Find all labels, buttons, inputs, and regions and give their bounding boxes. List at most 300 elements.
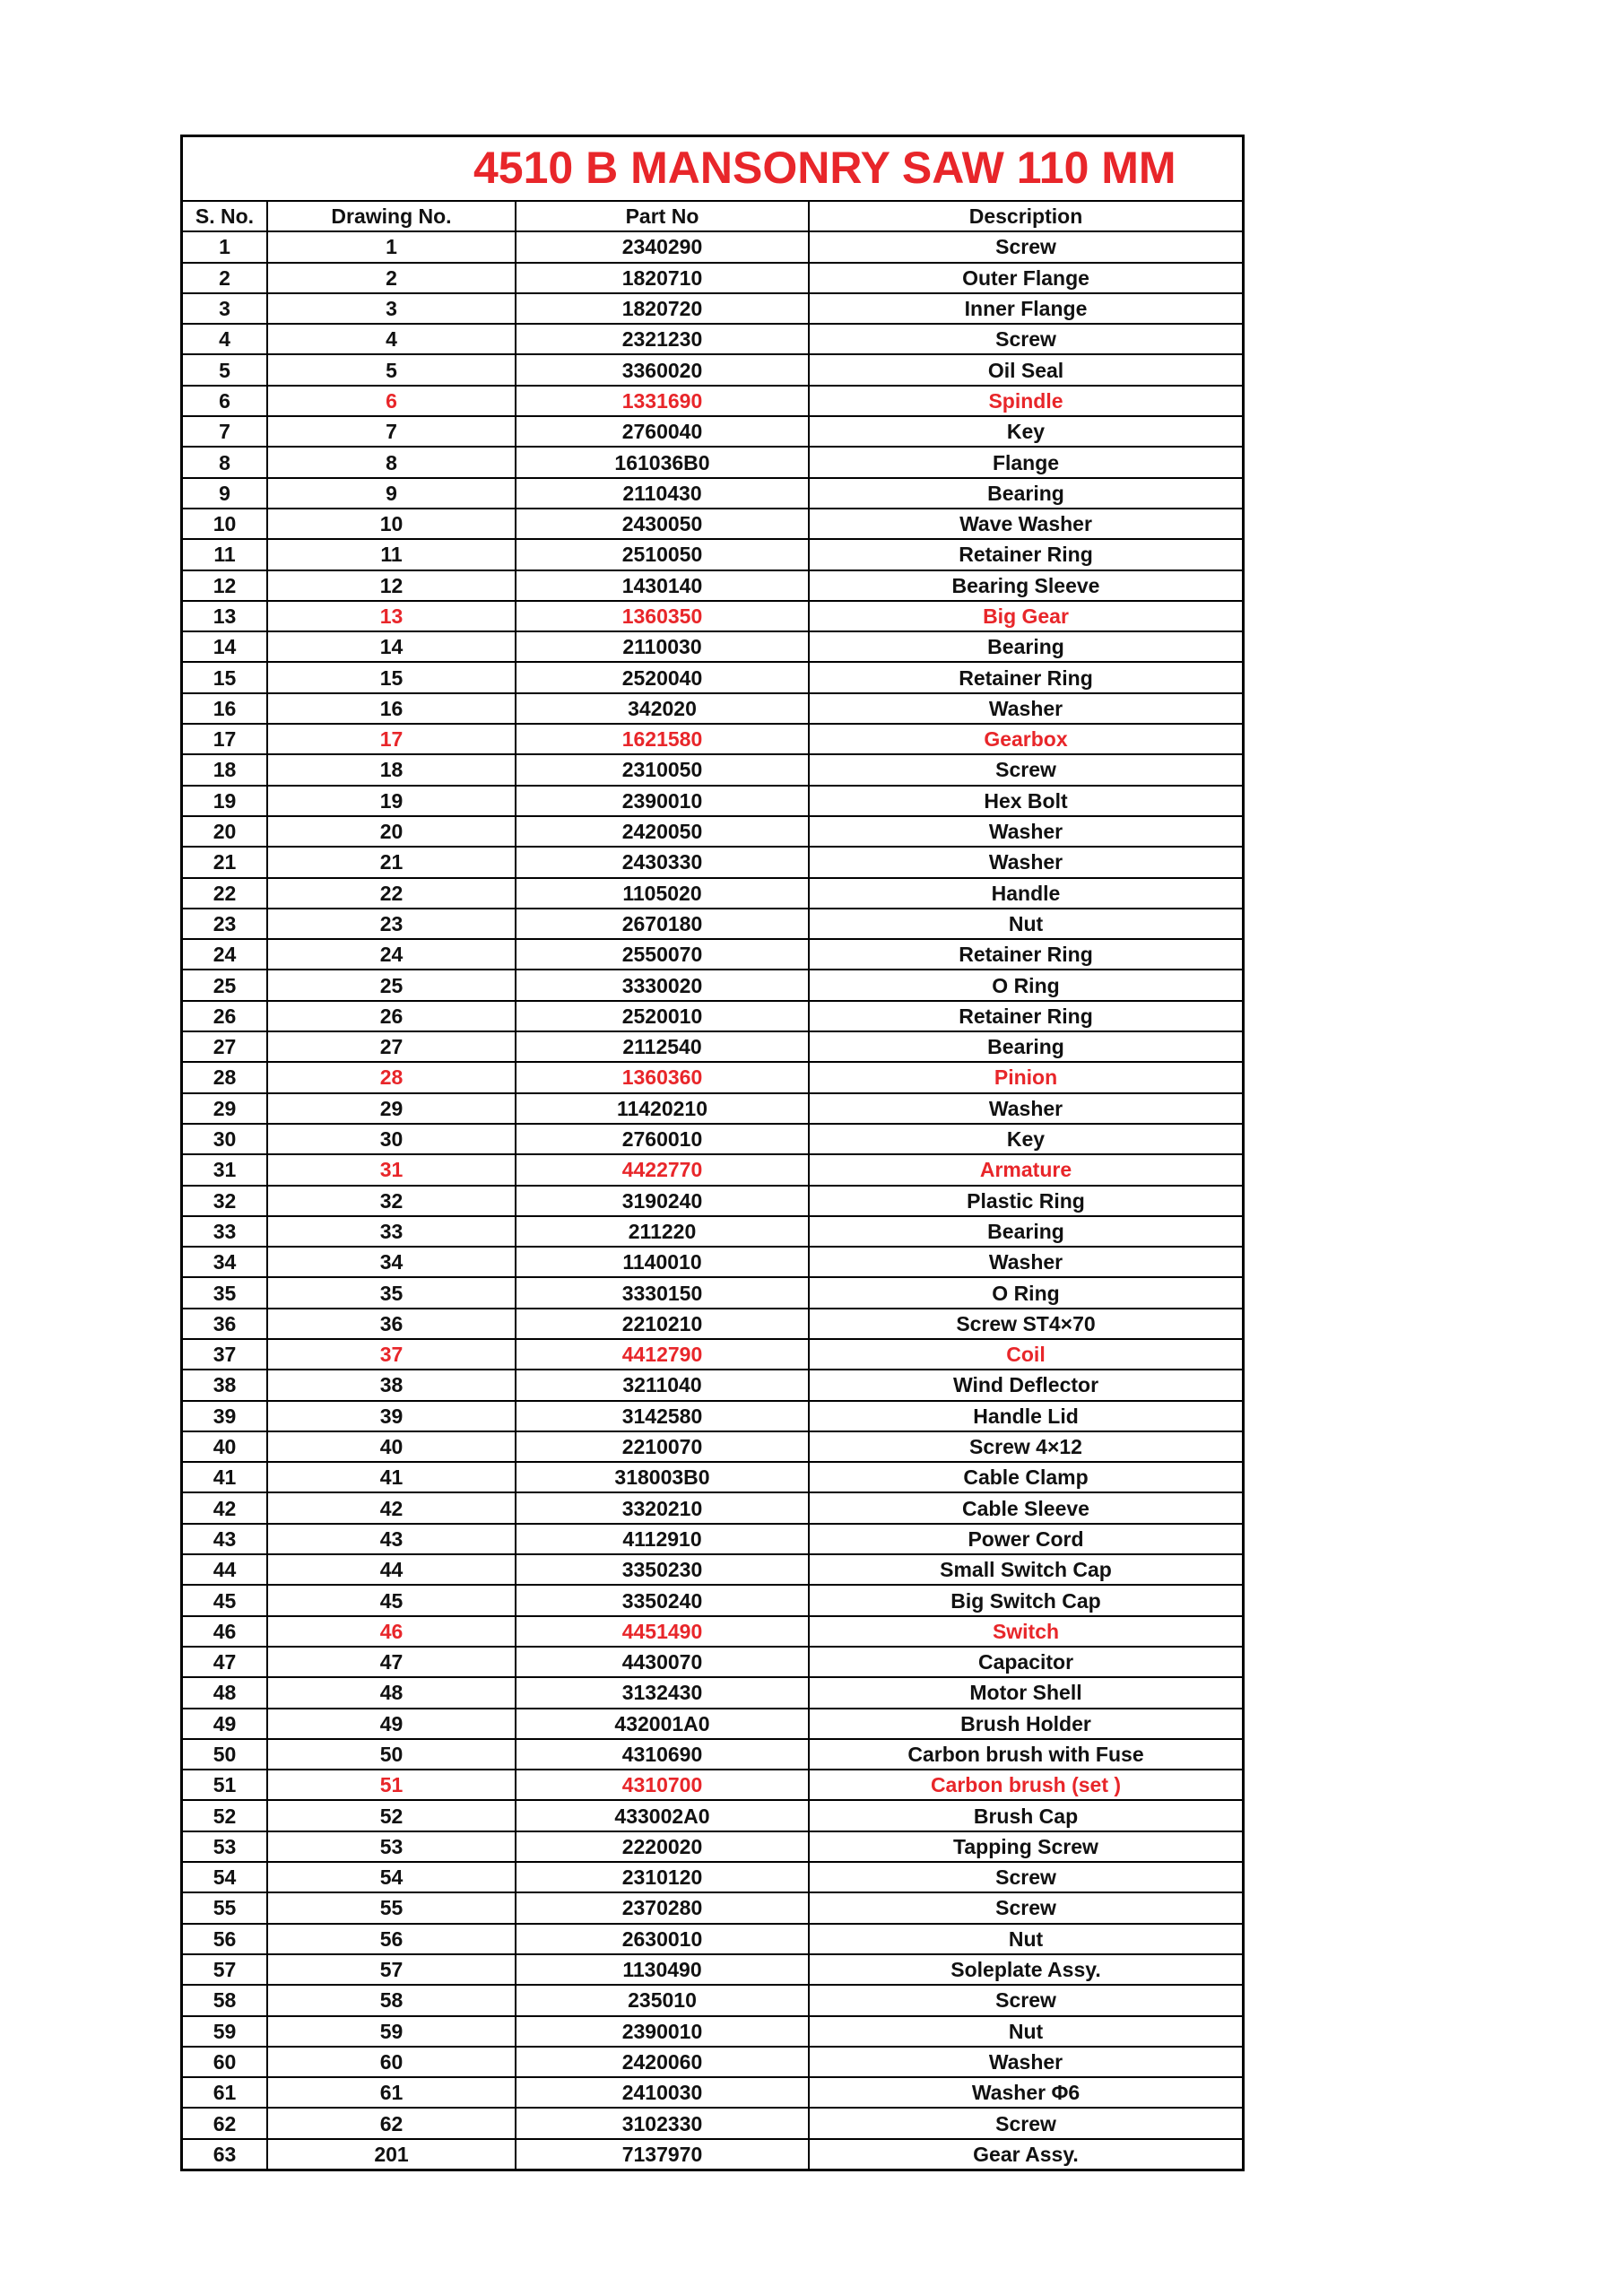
cell-description: Big Gear: [809, 601, 1242, 631]
table-row: [183, 539, 1242, 570]
table-row: [183, 1001, 1242, 1031]
cell-part-no: 1105020: [516, 878, 809, 909]
cell-sno: 48: [183, 1677, 267, 1708]
cell-part-no: 1331690: [516, 386, 809, 416]
table-row: [183, 1892, 1242, 1923]
cell-part-no: 2210070: [516, 1431, 809, 1462]
cell-part-no: 2670180: [516, 909, 809, 939]
table-row: [183, 1401, 1242, 1431]
cell-description: Screw ST4×70: [809, 1309, 1242, 1339]
table-row: [183, 1554, 1242, 1585]
cell-description: Outer Flange: [809, 263, 1242, 293]
cell-description: Gearbox: [809, 724, 1242, 754]
cell-sno: 9: [183, 478, 267, 509]
cell-description: Bearing: [809, 1216, 1242, 1247]
cell-drawing-no: 11: [267, 539, 516, 570]
cell-part-no: 318003B0: [516, 1462, 809, 1492]
cell-description: Hex Bolt: [809, 786, 1242, 816]
cell-part-no: 1140010: [516, 1247, 809, 1277]
cell-part-no: 4310690: [516, 1739, 809, 1770]
cell-part-no: 2420050: [516, 816, 809, 847]
cell-sno: 55: [183, 1892, 267, 1923]
cell-sno: 51: [183, 1770, 267, 1800]
cell-description: Bearing: [809, 1031, 1242, 1062]
cell-sno: 56: [183, 1924, 267, 1954]
table-row: [183, 631, 1242, 662]
cell-description: Handle: [809, 878, 1242, 909]
cell-part-no: 2210210: [516, 1309, 809, 1339]
cell-sno: 1: [183, 231, 267, 262]
parts-list-sheet: [180, 135, 1245, 2171]
table-row: [183, 1616, 1242, 1647]
cell-part-no: 3211040: [516, 1370, 809, 1400]
table-row: [183, 878, 1242, 909]
table-row: [183, 263, 1242, 293]
cell-drawing-no: 52: [267, 1800, 516, 1831]
cell-description: Handle Lid: [809, 1401, 1242, 1431]
table-row: [183, 1093, 1242, 1124]
cell-sno: 16: [183, 693, 267, 724]
cell-sno: 63: [183, 2139, 267, 2169]
cell-sno: 44: [183, 1554, 267, 1585]
cell-part-no: 3320210: [516, 1492, 809, 1523]
cell-part-no: 2110030: [516, 631, 809, 662]
cell-drawing-no: 17: [267, 724, 516, 754]
table-row: [183, 786, 1242, 816]
cell-sno: 62: [183, 2108, 267, 2138]
cell-drawing-no: 6: [267, 386, 516, 416]
cell-drawing-no: 42: [267, 1492, 516, 1523]
cell-part-no: 1621580: [516, 724, 809, 754]
cell-description: Spindle: [809, 386, 1242, 416]
cell-drawing-no: 59: [267, 2016, 516, 2047]
cell-sno: 37: [183, 1339, 267, 1370]
cell-part-no: 4412790: [516, 1339, 809, 1370]
cell-sno: 52: [183, 1800, 267, 1831]
cell-description: Cable Sleeve: [809, 1492, 1242, 1523]
table-row: [183, 1677, 1242, 1708]
cell-part-no: 11420210: [516, 1093, 809, 1124]
cell-drawing-no: 47: [267, 1647, 516, 1677]
parts-table: [183, 202, 1242, 2169]
table-row: [183, 1339, 1242, 1370]
table-row: [183, 601, 1242, 631]
cell-sno: 10: [183, 509, 267, 539]
table-row: [183, 1492, 1242, 1523]
cell-description: Soleplate Assy.: [809, 1954, 1242, 1985]
cell-part-no: 2321230: [516, 324, 809, 354]
cell-drawing-no: 62: [267, 2108, 516, 2138]
cell-sno: 45: [183, 1585, 267, 1615]
table-row: [183, 447, 1242, 477]
cell-drawing-no: 29: [267, 1093, 516, 1124]
cell-part-no: 2370280: [516, 1892, 809, 1923]
cell-part-no: 2390010: [516, 786, 809, 816]
cell-sno: 29: [183, 1093, 267, 1124]
cell-sno: 53: [183, 1831, 267, 1862]
cell-part-no: 161036B0: [516, 447, 809, 477]
table-row: [183, 324, 1242, 354]
table-row: [183, 1524, 1242, 1554]
cell-drawing-no: 201: [267, 2139, 516, 2169]
cell-sno: 24: [183, 939, 267, 970]
cell-part-no: 3350240: [516, 1585, 809, 1615]
cell-part-no: 2760040: [516, 416, 809, 447]
cell-sno: 7: [183, 416, 267, 447]
table-row: [183, 1370, 1242, 1400]
cell-sno: 4: [183, 324, 267, 354]
cell-drawing-no: 19: [267, 786, 516, 816]
cell-drawing-no: 20: [267, 816, 516, 847]
cell-sno: 38: [183, 1370, 267, 1400]
table-row: [183, 2108, 1242, 2138]
cell-part-no: 3132430: [516, 1677, 809, 1708]
cell-drawing-no: 33: [267, 1216, 516, 1247]
cell-sno: 2: [183, 263, 267, 293]
cell-sno: 59: [183, 2016, 267, 2047]
cell-sno: 33: [183, 1216, 267, 1247]
cell-drawing-no: 8: [267, 447, 516, 477]
cell-drawing-no: 21: [267, 847, 516, 877]
cell-sno: 57: [183, 1954, 267, 1985]
cell-part-no: 2520040: [516, 662, 809, 692]
table-row: [183, 1585, 1242, 1615]
cell-drawing-no: 5: [267, 354, 516, 385]
cell-part-no: 2430330: [516, 847, 809, 877]
column-header-description: Description: [809, 202, 1242, 231]
cell-part-no: 2410030: [516, 2077, 809, 2108]
cell-drawing-no: 44: [267, 1554, 516, 1585]
cell-drawing-no: 51: [267, 1770, 516, 1800]
cell-part-no: 1360360: [516, 1062, 809, 1092]
cell-drawing-no: 31: [267, 1154, 516, 1185]
cell-part-no: 2112540: [516, 1031, 809, 1062]
cell-part-no: 4422770: [516, 1154, 809, 1185]
table-row: [183, 1770, 1242, 1800]
cell-part-no: 2760010: [516, 1124, 809, 1154]
table-row: [183, 478, 1242, 509]
table-row: [183, 754, 1242, 785]
table-row: [183, 1924, 1242, 1954]
cell-sno: 18: [183, 754, 267, 785]
table-row: [183, 847, 1242, 877]
cell-drawing-no: 55: [267, 1892, 516, 1923]
cell-description: Nut: [809, 909, 1242, 939]
cell-drawing-no: 23: [267, 909, 516, 939]
cell-description: Pinion: [809, 1062, 1242, 1092]
cell-description: Nut: [809, 2016, 1242, 2047]
cell-drawing-no: 2: [267, 263, 516, 293]
cell-description: Washer: [809, 1247, 1242, 1277]
cell-part-no: 2220020: [516, 1831, 809, 1862]
table-row: [183, 293, 1242, 324]
cell-description: Wave Washer: [809, 509, 1242, 539]
cell-sno: 58: [183, 1985, 267, 2015]
table-row: [183, 386, 1242, 416]
table-row: [183, 1216, 1242, 1247]
cell-part-no: 1820710: [516, 263, 809, 293]
cell-description: Retainer Ring: [809, 939, 1242, 970]
cell-description: Gear Assy.: [973, 2142, 1079, 2166]
cell-sno: 5: [183, 354, 267, 385]
cell-drawing-no: 38: [267, 1370, 516, 1400]
cell-drawing-no: 25: [267, 970, 516, 1000]
table-header: [183, 202, 1242, 231]
cell-drawing-no: 3: [267, 293, 516, 324]
cell-description: Key: [809, 1124, 1242, 1154]
table-row: [183, 1739, 1242, 1770]
cell-part-no: 4451490: [516, 1616, 809, 1647]
table-row: [183, 2077, 1242, 2108]
cell-sno: 22: [183, 878, 267, 909]
cell-description: Oil Seal: [809, 354, 1242, 385]
cell-drawing-no: 7: [267, 416, 516, 447]
cell-drawing-no: 16: [267, 693, 516, 724]
cell-sno: 54: [183, 1862, 267, 1892]
cell-description: Cable Clamp: [809, 1462, 1242, 1492]
cell-part-no: 2340290: [516, 231, 809, 262]
cell-sno: 43: [183, 1524, 267, 1554]
table-row: [183, 1309, 1242, 1339]
cell-sno: 11: [183, 539, 267, 570]
table-row: [183, 1277, 1242, 1308]
cell-sno: 34: [183, 1247, 267, 1277]
cell-part-no: 2310120: [516, 1862, 809, 1892]
cell-part-no: 2430050: [516, 509, 809, 539]
cell-drawing-no: 41: [267, 1462, 516, 1492]
cell-sno: 28: [183, 1062, 267, 1092]
cell-drawing-no: 37: [267, 1339, 516, 1370]
cell-drawing-no: 26: [267, 1001, 516, 1031]
cell-drawing-no: 13: [267, 601, 516, 631]
table-row: [183, 231, 1242, 262]
cell-drawing-no: 4: [267, 324, 516, 354]
cell-drawing-no: 27: [267, 1031, 516, 1062]
table-row: [183, 570, 1242, 601]
cell-sno: 60: [183, 2047, 267, 2077]
cell-sno: 32: [183, 1186, 267, 1216]
table-row: [183, 354, 1242, 385]
cell-sno: 46: [183, 1616, 267, 1647]
table-row: [183, 1031, 1242, 1062]
cell-drawing-no: 50: [267, 1739, 516, 1770]
cell-part-no: 3142580: [516, 1401, 809, 1431]
cell-part-no: 2630010: [516, 1924, 809, 1954]
cell-description: Armature: [809, 1154, 1242, 1185]
table-row: [183, 970, 1242, 1000]
cell-description: Carbon brush with Fuse: [809, 1739, 1242, 1770]
cell-sno: 12: [183, 570, 267, 601]
table-row: [183, 2139, 1242, 2169]
cell-part-no: 2110430: [516, 478, 809, 509]
cell-sno: 50: [183, 1739, 267, 1770]
cell-drawing-no: 49: [267, 1709, 516, 1739]
table-row: [183, 1985, 1242, 2015]
cell-description: Wind Deflector: [809, 1370, 1242, 1400]
cell-drawing-no: 34: [267, 1247, 516, 1277]
cell-part-no: 4112910: [516, 1524, 809, 1554]
cell-part-no: 342020: [516, 693, 809, 724]
cell-drawing-no: 15: [267, 662, 516, 692]
table-row: [183, 509, 1242, 539]
cell-description: Screw: [809, 1862, 1242, 1892]
cell-part-no: 3350230: [516, 1554, 809, 1585]
cell-drawing-no: 43: [267, 1524, 516, 1554]
cell-sno: 35: [183, 1277, 267, 1308]
table-body: [183, 231, 1242, 2169]
cell-description: Capacitor: [809, 1647, 1242, 1677]
cell-sno: 39: [183, 1401, 267, 1431]
cell-sno: 42: [183, 1492, 267, 1523]
cell-sno: 49: [183, 1709, 267, 1739]
table-row: [183, 1862, 1242, 1892]
cell-description: Screw: [809, 1892, 1242, 1923]
cell-part-no: 3102330: [516, 2108, 809, 2138]
cell-part-no: 433002A0: [516, 1800, 809, 1831]
cell-drawing-no: 14: [267, 631, 516, 662]
cell-drawing-no: 54: [267, 1862, 516, 1892]
table-row: [183, 1431, 1242, 1462]
table-row: [183, 662, 1242, 692]
cell-description: Coil: [809, 1339, 1242, 1370]
cell-sno: 8: [183, 447, 267, 477]
cell-sno: 15: [183, 662, 267, 692]
cell-description: Screw 4×12: [809, 1431, 1242, 1462]
cell-drawing-no: 10: [267, 509, 516, 539]
table-row: [183, 724, 1242, 754]
cell-part-no: 3330020: [516, 970, 809, 1000]
document-title: 4510 B MANSONRY SAW 110 MM: [473, 143, 1176, 193]
cell-description: Bearing: [809, 478, 1242, 509]
column-header-part-no: Part No: [516, 202, 809, 231]
cell-part-no: 7137970: [516, 2139, 809, 2169]
cell-description: Nut: [809, 1924, 1242, 1954]
cell-drawing-no: 36: [267, 1309, 516, 1339]
cell-description: Plastic Ring: [809, 1186, 1242, 1216]
cell-sno: 61: [183, 2077, 267, 2108]
cell-sno: 40: [183, 1431, 267, 1462]
cell-drawing-no: 32: [267, 1186, 516, 1216]
cell-drawing-no: 12: [267, 570, 516, 601]
cell-drawing-no: 18: [267, 754, 516, 785]
cell-drawing-no: 45: [267, 1585, 516, 1615]
cell-part-no: 2550070: [516, 939, 809, 970]
column-header-drawing-no: Drawing No.: [267, 202, 516, 231]
cell-sno: 27: [183, 1031, 267, 1062]
cell-description: Washer: [809, 1093, 1242, 1124]
cell-description: Washer: [809, 2047, 1242, 2077]
header-row: [183, 202, 1242, 231]
cell-part-no: 211220: [516, 1216, 809, 1247]
cell-sno: 26: [183, 1001, 267, 1031]
cell-description: Motor Shell: [809, 1677, 1242, 1708]
cell-part-no: 2510050: [516, 539, 809, 570]
cell-drawing-no: 39: [267, 1401, 516, 1431]
cell-description: Bearing: [809, 631, 1242, 662]
table-row: [183, 1462, 1242, 1492]
cell-sno: 19: [183, 786, 267, 816]
cell-drawing-no: 60: [267, 2047, 516, 2077]
cell-sno: 25: [183, 970, 267, 1000]
cell-part-no: 432001A0: [516, 1709, 809, 1739]
cell-description: Washer Φ6: [809, 2077, 1242, 2108]
table-row: [183, 1709, 1242, 1739]
cell-description: Brush Holder: [809, 1709, 1242, 1739]
cell-description: Retainer Ring: [809, 539, 1242, 570]
cell-drawing-no: 30: [267, 1124, 516, 1154]
cell-sno: 14: [183, 631, 267, 662]
cell-part-no: 3190240: [516, 1186, 809, 1216]
column-header-sno: S. No.: [183, 202, 267, 231]
cell-description: Inner Flange: [809, 293, 1242, 324]
cell-part-no: 1130490: [516, 1954, 809, 1985]
cell-description: Flange: [809, 447, 1242, 477]
cell-sno: 47: [183, 1647, 267, 1677]
cell-part-no: 4310700: [516, 1770, 809, 1800]
cell-sno: 31: [183, 1154, 267, 1185]
cell-drawing-no: 40: [267, 1431, 516, 1462]
cell-description: Washer: [809, 693, 1242, 724]
table-row: [183, 1831, 1242, 1862]
table-row: [183, 2047, 1242, 2077]
cell-description: Key: [809, 416, 1242, 447]
cell-part-no: 2420060: [516, 2047, 809, 2077]
cell-part-no: 2390010: [516, 2016, 809, 2047]
cell-description: Retainer Ring: [809, 662, 1242, 692]
cell-part-no: 1360350: [516, 601, 809, 631]
cell-drawing-no: 35: [267, 1277, 516, 1308]
cell-part-no: 1820720: [516, 293, 809, 324]
title-row: [183, 137, 1242, 202]
cell-drawing-no: 57: [267, 1954, 516, 1985]
cell-drawing-no: 22: [267, 878, 516, 909]
cell-drawing-no: 9: [267, 478, 516, 509]
cell-part-no: 1430140: [516, 570, 809, 601]
table-row: [183, 2016, 1242, 2047]
cell-drawing-no: 24: [267, 939, 516, 970]
cell-drawing-no: 61: [267, 2077, 516, 2108]
cell-drawing-no: 48: [267, 1677, 516, 1708]
cell-sno: 30: [183, 1124, 267, 1154]
cell-sno: 6: [183, 386, 267, 416]
cell-drawing-no: 28: [267, 1062, 516, 1092]
table-row: [183, 909, 1242, 939]
table-row: [183, 1800, 1242, 1831]
cell-drawing-no: 53: [267, 1831, 516, 1862]
cell-drawing-no: 56: [267, 1924, 516, 1954]
cell-description: Screw: [809, 1985, 1242, 2015]
cell-description: Washer: [809, 847, 1242, 877]
cell-part-no: 235010: [516, 1985, 809, 2015]
cell-part-no: 3330150: [516, 1277, 809, 1308]
cell-description: Small Switch Cap: [809, 1554, 1242, 1585]
table-row: [183, 416, 1242, 447]
cell-sno: 13: [183, 601, 267, 631]
cell-sno: 17: [183, 724, 267, 754]
cell-description: Carbon brush (set ): [809, 1770, 1242, 1800]
cell-description: Brush Cap: [809, 1800, 1242, 1831]
cell-part-no: 2520010: [516, 1001, 809, 1031]
cell-description: Screw: [809, 324, 1242, 354]
table-row: [183, 1186, 1242, 1216]
table-row: [183, 693, 1242, 724]
cell-sno: 23: [183, 909, 267, 939]
table-row: [183, 1124, 1242, 1154]
cell-sno: 41: [183, 1462, 267, 1492]
cell-description: Bearing Sleeve: [809, 570, 1242, 601]
cell-description: Tapping Screw: [809, 1831, 1242, 1862]
cell-part-no: 4430070: [516, 1647, 809, 1677]
